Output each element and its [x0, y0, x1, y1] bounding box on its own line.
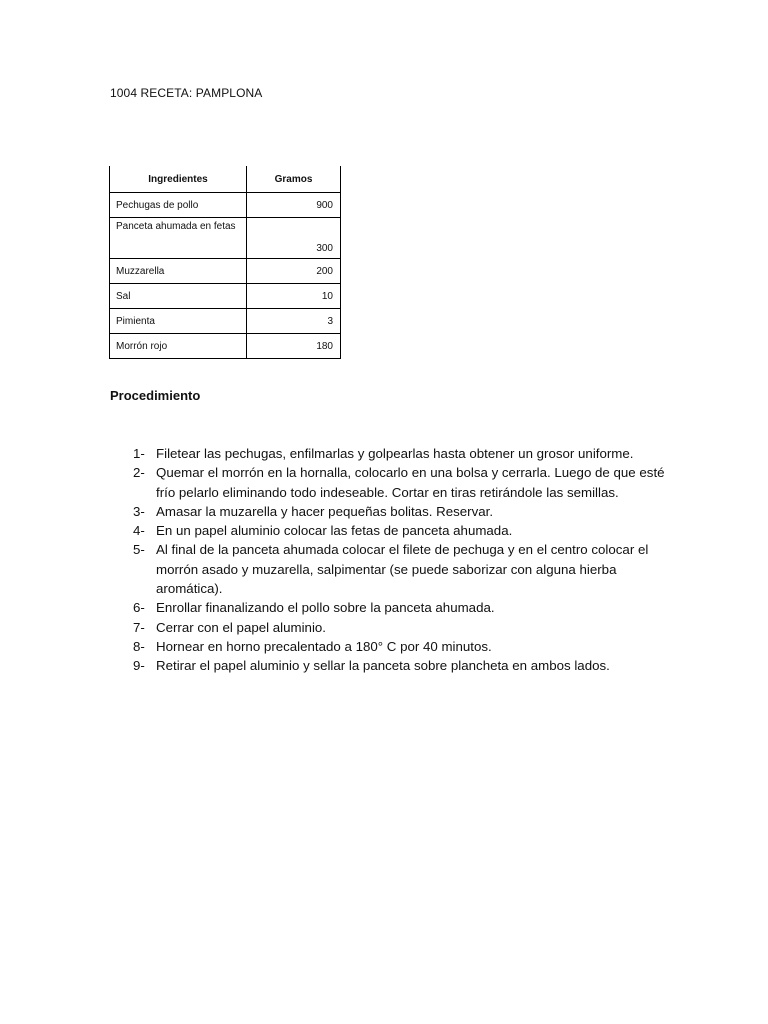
- step-number: 6-: [133, 600, 145, 616]
- ingredient-name: Sal: [110, 284, 247, 309]
- table-row: [110, 284, 341, 309]
- step-number: 9-: [133, 658, 145, 674]
- step-number: 4-: [133, 523, 145, 539]
- step-text: Cerrar con el papel aluminio.: [156, 619, 326, 635]
- column-header-grams: Gramos: [247, 166, 341, 193]
- procedure-step: [133, 463, 673, 502]
- ingredient-grams: 200: [247, 259, 341, 284]
- step-text: Retirar el papel aluminio y sellar la panceta sobre plancheta en ambos lados.: [156, 658, 610, 674]
- document-title: 1004 RECETA: PAMPLONA: [110, 86, 263, 100]
- procedure-step: [133, 637, 673, 656]
- column-header-ingredients: Ingredientes: [110, 166, 247, 193]
- procedure-step: [133, 521, 673, 540]
- step-text: En un papel aluminio colocar las fetas de panceta ahumada.: [156, 523, 513, 539]
- step-number: 3-: [133, 503, 145, 519]
- table-row: [110, 309, 341, 334]
- step-text: Hornear en horno precalentado a 180° C por 40 minutos.: [156, 638, 492, 654]
- ingredient-name: Muzzarella: [110, 259, 247, 284]
- table-row: [110, 259, 341, 284]
- step-number: 8-: [133, 638, 145, 654]
- step-text: Quemar el morrón en la hornalla, colocarlo en una bolsa y cerrarla. Luego de que esté frío pelarlo eliminando todo indeseable. Cortar en tiras retirándole las semillas.: [156, 465, 672, 500]
- procedure-step: [133, 540, 673, 598]
- ingredient-grams: 900: [247, 193, 341, 218]
- table-header-row: [110, 166, 341, 193]
- ingredient-grams: 180: [247, 334, 341, 359]
- table-row: [110, 218, 341, 259]
- step-number: 2-: [133, 465, 145, 481]
- step-number: 7-: [133, 619, 145, 635]
- table-row: [110, 334, 341, 359]
- step-number: 1-: [133, 446, 145, 461]
- procedure-steps-list: [133, 444, 673, 676]
- ingredient-grams: 300: [247, 218, 341, 259]
- ingredient-name: Morrón rojo: [110, 334, 247, 359]
- ingredient-grams: 3: [247, 309, 341, 334]
- procedure-step: [133, 598, 673, 617]
- procedure-step: [133, 502, 673, 521]
- step-number: 5-: [133, 542, 145, 558]
- step-text: Filetear las pechugas, enfilmarlas y golpearlas hasta obtener un grosor uniforme.: [156, 446, 634, 461]
- ingredient-name: Pimienta: [110, 309, 247, 334]
- procedure-step: [133, 444, 673, 463]
- ingredient-name: Pechugas de pollo: [110, 193, 247, 218]
- step-text: Enrollar finanalizando el pollo sobre la panceta ahumada.: [156, 600, 495, 616]
- table-row: [110, 193, 341, 218]
- step-text: Amasar la muzarella y hacer pequeñas bolitas. Reservar.: [156, 503, 494, 519]
- procedure-step: [133, 656, 673, 675]
- ingredient-name: Panceta ahumada en fetas: [110, 218, 247, 259]
- step-text: Al final de la panceta ahumada colocar el filete de pechuga y en el centro colocar el morrón asado y muzarella, salpimentar (se puede saborizar con alguna hierba aromática).: [156, 542, 649, 597]
- procedure-step: [133, 618, 673, 637]
- procedure-heading: Procedimiento: [110, 388, 201, 403]
- ingredient-grams: 10: [247, 284, 341, 309]
- ingredients-table: [109, 166, 341, 359]
